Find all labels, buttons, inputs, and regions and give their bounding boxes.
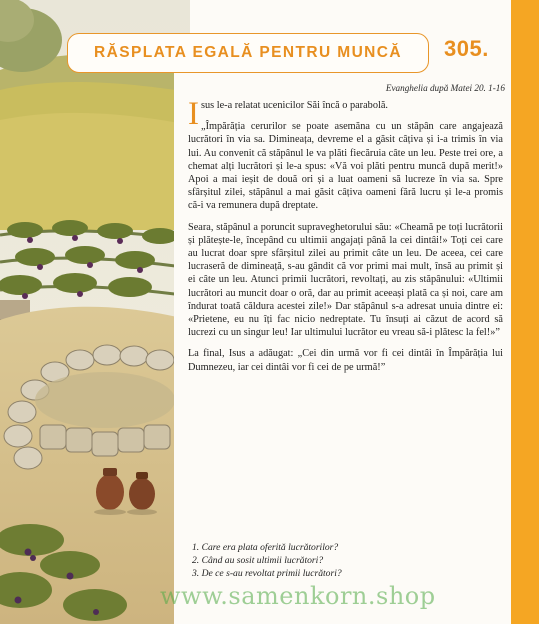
paragraph: Seara, stăpânul a poruncit supraveghetorului său: «Cheamă pe toți lucrătorii și plătește-le, începând cu ultimii angajați până la cei dintâi!» Toți cei care au lucrat doar spre sfârșitul zilei au primit câte un leu. De aceea, cei care lucraseră de dimineață, s-au gândit că vor primi mai mult, însă au primit și ei câte un leu. Atunci primii lucrători, revoltați, au zis stăpânului: «Ultimii lucrători au muncit doar o oră, dar au primit aceeași plată ca și noi, care am îndurat toată căldura acestei zile!» Dar stăpânul s-a adresat unuia dintre ei: «Prietene, eu nu îți fac nicio nedreptate. Tu însuți ai căzut de acord să lucrezi cu un singur leu! Iar ultimului lucrător eu vreau să-i plătesc la fel!»” [188,221,503,339]
question-list [192,541,492,580]
story-number: 305. [444,36,489,61]
paragraph [188,96,503,132]
drop-cap: I [188,96,199,132]
paragraph: „Împărăția cerurilor se poate asemăna cu un stăpân care angajează lucrători în via sa. Dimineața, devreme el a găsit câțiva și i-a trimis în via lui. Au convenit că stăpânul le va plăti fiecăruia câte un leu. Peste trei ore, a chemat alți lucrători și le-a spus: «Vă voi plăti pentru muncă după merit!» Apoi a mai ieșit de două ori și a luat oameni să lucreze în via sa. Spre sfârșitul zilei, stăpânul a mai găsit câțiva oameni fără lucru și le-a promis că-i va remunera după dreptate. [188,121,503,212]
scripture-reference: Evanghelia după Matei 20. 1-16 [385,83,505,93]
vineyard-illustration [0,0,190,624]
question-item: 2. Când au sosit ultimii lucrători? [192,555,324,566]
page-title: RĂSPLATA EGALĂ PENTRU MUNCĂ [94,44,402,61]
watermark: www.samenkorn.shop [160,582,436,610]
page-edge-stripe [511,0,539,624]
question-item: 1. Care era plata oferită lucrătorilor? [192,542,339,553]
paragraph-text: sus le-a relatat ucenicilor Săi încă o parabolă. [201,100,388,111]
title-box [67,33,429,73]
paragraph: La final, Isus a adăugat: „Cei din urmă vor fi cei dintâi în Împărăția lui Dumnezeu, iar cei dintâi vor fi cei de pe urmă!” [188,348,503,373]
question-item: 3. De ce s-au revoltat primii lucrători? [192,568,342,579]
story-text [188,96,503,374]
